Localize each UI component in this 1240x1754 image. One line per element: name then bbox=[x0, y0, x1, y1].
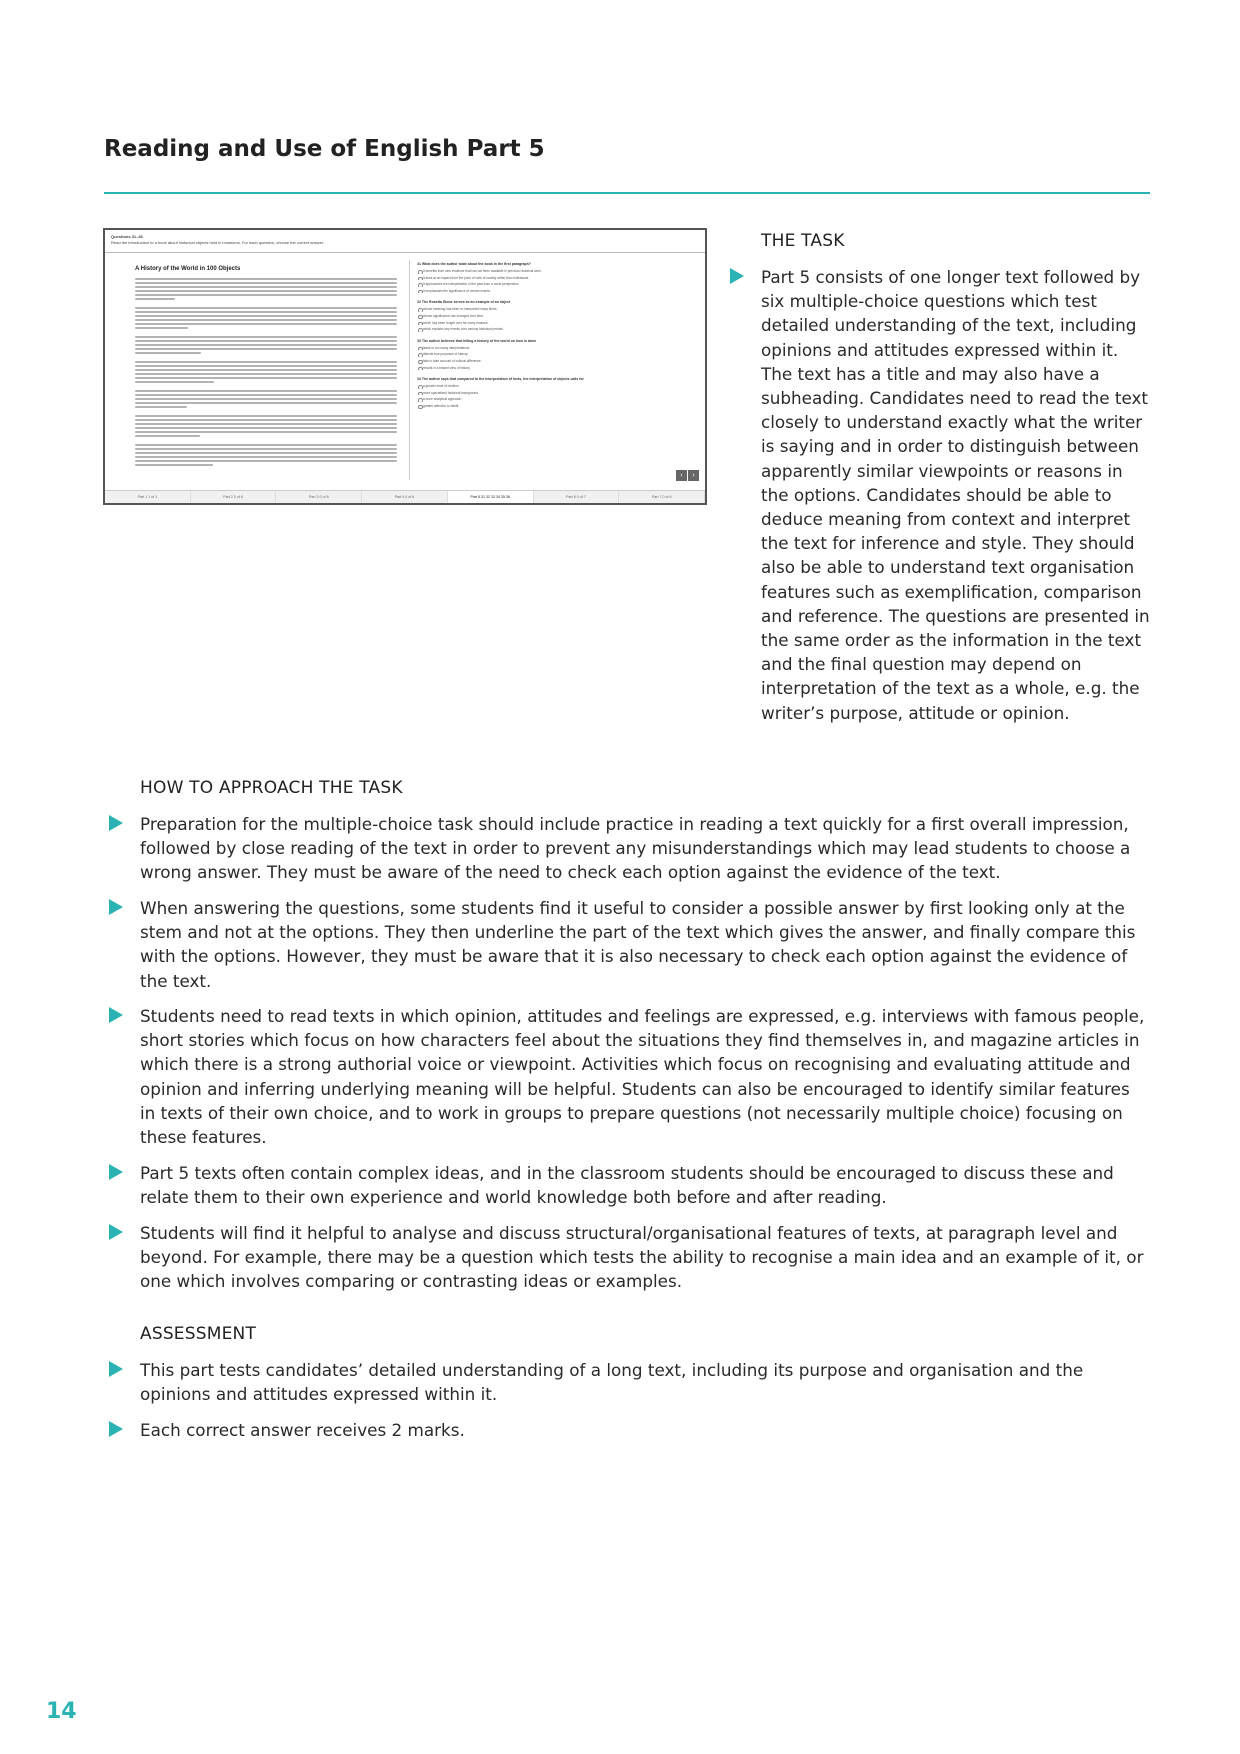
question-option[interactable]: leads to too many interpretations. bbox=[417, 346, 697, 351]
question-option[interactable]: fails to take account of cultural difference. bbox=[417, 359, 697, 364]
approach-bullet: Preparation for the multiple-choice task should include practice in reading a text quickly for a first overall impression, followed by close reading of the text in order to prevent any misunderstandings which may lead students to choose a wrong answer. They must be aware of the need to check each option against the evidence of the text. bbox=[140, 814, 1131, 883]
screenshot-instruction: Read the introduction to a book about historical objects held in museums. For each question, choose the correct answer. bbox=[111, 240, 325, 245]
article-text-line bbox=[135, 464, 213, 466]
article-text-line bbox=[135, 361, 397, 363]
screenshot-question bbox=[417, 300, 697, 331]
screenshot-header-divider bbox=[105, 252, 705, 253]
part-tab-active[interactable]: Part 5 31 32 33 34 35 36 bbox=[448, 491, 534, 503]
part-tab[interactable]: Part 3 0 of 8 bbox=[276, 491, 362, 503]
article-text-line bbox=[135, 460, 397, 462]
article-text-line bbox=[135, 369, 397, 371]
article-text-line bbox=[135, 365, 397, 367]
question-option[interactable]: results in a biased view of history. bbox=[417, 366, 697, 371]
title-divider bbox=[104, 192, 1150, 194]
article-text-line bbox=[135, 431, 397, 433]
article-text-line bbox=[135, 415, 397, 417]
part-tab[interactable]: Part 2 0 of 8 bbox=[191, 491, 277, 503]
part-tab[interactable]: Part 7 0 of 6 bbox=[619, 491, 705, 503]
article-text-line bbox=[135, 423, 397, 425]
bullet-arrow-icon bbox=[109, 899, 123, 915]
bullet-arrow-icon bbox=[109, 1007, 123, 1023]
question-stem: 31 What does the author state about the book in the first paragraph? bbox=[417, 262, 531, 266]
article-text-line bbox=[135, 373, 397, 375]
question-option[interactable]: a greater level of intuition. bbox=[417, 384, 697, 389]
article-text-line bbox=[135, 435, 200, 437]
article-paragraph-gap bbox=[135, 468, 495, 473]
screenshot-article-title: A History of the World in 100 Objects bbox=[135, 266, 241, 272]
article-text-line bbox=[135, 290, 397, 292]
bullet-arrow-icon bbox=[109, 1361, 123, 1377]
article-text-line bbox=[135, 381, 214, 383]
screenshot-questions bbox=[417, 262, 697, 416]
approach-heading: HOW TO APPROACH THE TASK bbox=[140, 778, 403, 798]
page-title: Reading and Use of English Part 5 bbox=[104, 136, 545, 162]
screenshot-question bbox=[417, 377, 697, 408]
exam-screenshot bbox=[103, 228, 707, 505]
question-option[interactable]: which explains key events over various historical periods. bbox=[417, 327, 697, 332]
page-number: 14 bbox=[46, 1699, 77, 1724]
article-text-line bbox=[135, 348, 397, 350]
question-stem: 32 The Rosetta Stone serves as an example of an object bbox=[417, 300, 511, 305]
assessment-bullet: Each correct answer receives 2 marks. bbox=[140, 1420, 465, 1440]
screenshot-pane-divider bbox=[409, 260, 410, 480]
bullet-arrow-icon bbox=[730, 268, 744, 284]
question-option[interactable]: whose meaning has been re-interpreted many times. bbox=[417, 307, 697, 312]
question-option[interactable]: whose significance has changed over time. bbox=[417, 314, 697, 319]
bullet-arrow-icon bbox=[109, 1224, 123, 1240]
part-tab[interactable]: Part 4 0 of 6 bbox=[362, 491, 448, 503]
question-stem: 33 The author believes that telling a history of the world on how is done bbox=[417, 338, 537, 343]
question-option[interactable]: a more analytical approach. bbox=[417, 397, 697, 402]
approach-bullet: Part 5 texts often contain complex ideas, and in the classroom students should be encouraged to discuss these and relate them to their own experience and world knowledge both before and after reading. bbox=[140, 1163, 1114, 1208]
assessment-bullet: This part tests candidates’ detailed understanding of a long text, including its purpose and organisation and the opinions and attitudes expressed within it. bbox=[140, 1360, 1084, 1405]
question-option[interactable]: which has been fought over for many reasons. bbox=[417, 321, 697, 326]
question-option[interactable]: distorts true purposes of history. bbox=[417, 352, 697, 357]
article-text-line bbox=[135, 394, 397, 396]
article-text-line bbox=[135, 427, 397, 429]
article-text-line bbox=[135, 398, 397, 400]
screenshot-question-range: Questions 31–36 bbox=[111, 234, 143, 239]
screenshot-question bbox=[417, 262, 697, 293]
article-text-line bbox=[135, 444, 397, 446]
approach-bullet: Students need to read texts in which opinion, attitudes and feelings are expressed, e.g. interviews with famous people, short stories which focus on how characters feel about the situations they find themselves in, and magazine articles in which there is a strong authorial voice or viewpoint. Activities which focus on recognising and evaluating attitude and opinion and inferring underlying meaning will be helpful. Students can also be encouraged to identify similar features in texts of their own choice, and to work in groups to prepare questions (not necessarily multiple choice) focusing on these features. bbox=[140, 1006, 1145, 1148]
question-option[interactable]: It aims at an impact from the point of view of society rather than individuals. bbox=[417, 276, 697, 281]
article-text-line bbox=[135, 327, 188, 329]
part-tab[interactable]: Part 6 0 of 7 bbox=[534, 491, 620, 503]
article-text-line bbox=[135, 319, 397, 321]
prev-arrow-icon[interactable]: ‹ bbox=[676, 470, 687, 481]
bullet-arrow-icon bbox=[109, 1164, 123, 1180]
part-tab[interactable]: Part 1 1 of 1 bbox=[105, 491, 191, 503]
article-text-line bbox=[135, 311, 397, 313]
approach-bullet: Students will find it helpful to analyse and discuss structural/organisational features of texts, at paragraph level and beyond. For example, there may be a question which tests the ability to recognise a main idea and an example of it, or one which involves comparing or contrasting ideas or examples. bbox=[140, 1223, 1144, 1292]
question-option[interactable]: It approaches the interpretation of the past from a novel perspective. bbox=[417, 282, 697, 287]
article-text-line bbox=[135, 298, 175, 300]
article-text-line bbox=[135, 336, 397, 338]
article-text-line bbox=[135, 294, 397, 296]
question-stem: 34 The author says that compared to the interpretation of texts, the interpretation of objects calls for bbox=[417, 377, 584, 382]
article-text-line bbox=[135, 390, 397, 392]
bullet-arrow-icon bbox=[109, 815, 123, 831]
question-option[interactable]: greater attention to detail. bbox=[417, 404, 697, 409]
approach-bullet: When answering the questions, some students find it useful to consider a possible answer by first looking only at the stem and not at the options. They then underline the part of the text which gives the answer, and finally compare this with the options. However, they must be aware that it is also necessary to check each option against the evidence of the text. bbox=[140, 898, 1136, 991]
article-text-line bbox=[135, 286, 397, 288]
article-text-line bbox=[135, 402, 397, 404]
screenshot-part-tabs bbox=[105, 490, 705, 503]
question-option[interactable]: more specialised historical background. bbox=[417, 391, 697, 396]
article-text-line bbox=[135, 323, 397, 325]
question-option[interactable]: It benefits from new evidence that has not been available in previous historical work. bbox=[417, 269, 697, 274]
article-text-line bbox=[135, 406, 187, 408]
task-heading: THE TASK bbox=[761, 231, 845, 251]
task-description: Part 5 consists of one longer text followed by six multiple-choice questions which test detailed understanding of the text, including opinions and attitudes expressed within it. The text has a title and may also have a subheading. Candidates need to read the text closely to understand exactly what the writer is saying and in order to distinguish between apparently similar viewpoints or reasons in the options. Candidates should be able to deduce meaning from context and interpret the text for inference and style. They should also be able to understand text organisation features such as exemplification, comparison and reference. The questions are presented in the same order as the information in the text and the final question may depend on interpretation of the text as a whole, e.g. the writer’s purpose, attitude or opinion. bbox=[761, 267, 1150, 723]
article-text-line bbox=[135, 456, 397, 458]
article-text-line bbox=[135, 282, 397, 284]
screenshot-header bbox=[111, 234, 699, 246]
article-text-line bbox=[135, 452, 397, 454]
article-text-line bbox=[135, 419, 397, 421]
assessment-heading: ASSESSMENT bbox=[140, 1324, 257, 1344]
screenshot-question bbox=[417, 339, 697, 370]
next-arrow-icon[interactable]: › bbox=[688, 470, 699, 481]
article-text-line bbox=[135, 278, 397, 280]
article-text-line bbox=[135, 377, 397, 379]
article-text-line bbox=[135, 315, 397, 317]
screenshot-nav bbox=[676, 470, 699, 481]
article-text-line bbox=[135, 344, 397, 346]
article-text-line bbox=[135, 448, 397, 450]
article-text-line bbox=[135, 352, 201, 354]
question-option[interactable]: It emphasises the significance of certain events. bbox=[417, 289, 697, 294]
article-text-line bbox=[135, 307, 397, 309]
article-text-line bbox=[135, 340, 397, 342]
bullet-arrow-icon bbox=[109, 1421, 123, 1437]
